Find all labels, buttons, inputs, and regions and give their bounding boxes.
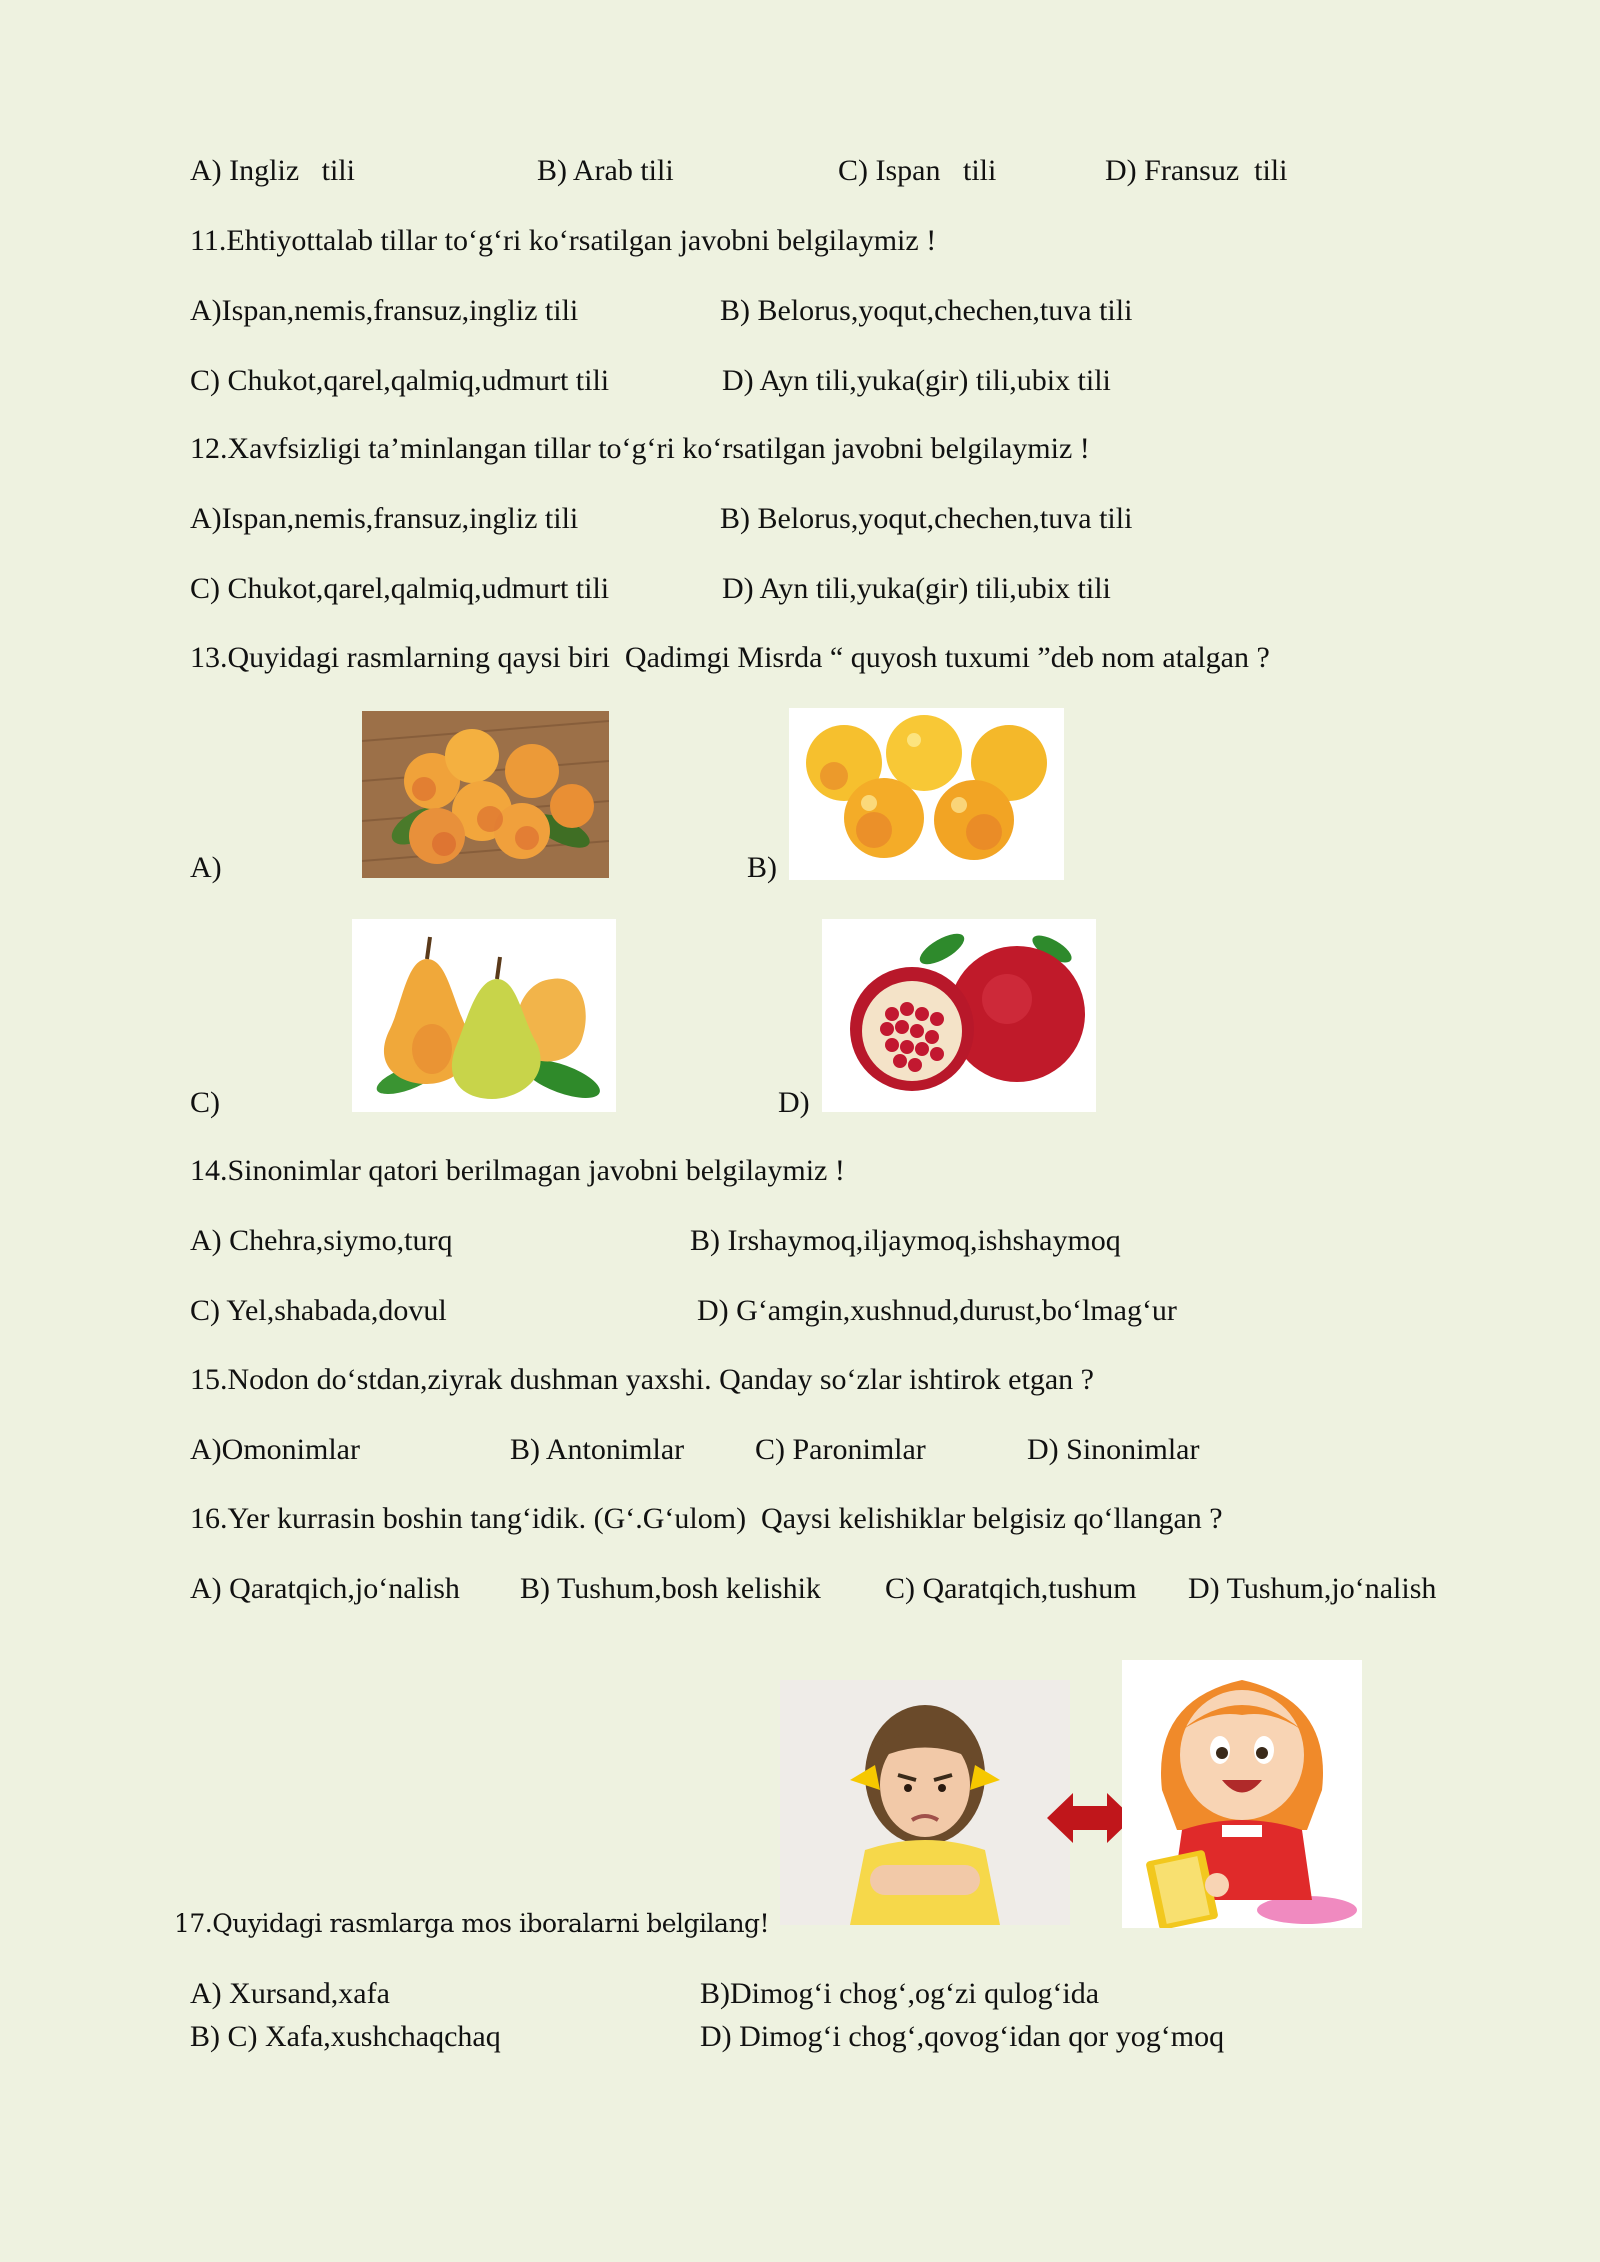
q11-question: 11.Ehtiyottalab tillar to‘g‘ri ko‘rsatilgan javobni belgilaymiz !: [190, 224, 937, 257]
q11-option-a[interactable]: A)Ispan,nemis,fransuz,ingliz tili: [190, 294, 579, 327]
q12-question: 12.Xavfsizligi ta’minlangan tillar to‘g‘ri ko‘rsatilgan javobni belgilaymiz !: [190, 432, 1090, 465]
q14-option-c[interactable]: C) Yel,shabada,dovul: [190, 1294, 447, 1327]
q14-option-a[interactable]: A) Chehra,siymo,turq: [190, 1224, 453, 1257]
q12-option-b[interactable]: B) Belorus,yoqut,chechen,tuva tili: [720, 502, 1133, 535]
q17-option-d[interactable]: D) Dimog‘i chog‘,qovog‘idan qor yog‘moq: [700, 2020, 1225, 2053]
q14-question: 14.Sinonimlar qatori berilmagan javobni belgilaymiz !: [190, 1154, 845, 1187]
pears-image: [352, 919, 616, 1112]
q10-option-a[interactable]: A) Ingliz tili: [190, 154, 355, 187]
q12-option-c[interactable]: C) Chukot,qarel,qalmiq,udmurt tili: [190, 572, 610, 605]
q10-option-b[interactable]: B) Arab tili: [537, 154, 674, 187]
q15-question: 15.Nodon do‘stdan,ziyrak dushman yaxshi. Qanday so‘zlar ishtirok etgan ?: [190, 1363, 1094, 1396]
q10-option-c[interactable]: C) Ispan tili: [838, 154, 997, 187]
q15-option-b[interactable]: B) Antonimlar: [510, 1433, 685, 1466]
q15-option-a[interactable]: A)Omonimlar: [190, 1433, 360, 1466]
q16-option-b[interactable]: B) Tushum,bosh kelishik: [520, 1572, 821, 1605]
q16-option-c[interactable]: C) Qaratqich,tushum: [885, 1572, 1137, 1605]
q13-option-a[interactable]: A): [190, 851, 222, 884]
q16-option-d[interactable]: D) Tushum,jo‘nalish: [1188, 1572, 1437, 1605]
q12-option-d[interactable]: D) Ayn tili,yuka(gir) tili,ubix tili: [722, 572, 1111, 605]
q16-option-a[interactable]: A) Qaratqich,jo‘nalish: [190, 1572, 460, 1605]
q15-option-d[interactable]: D) Sinonimlar: [1027, 1433, 1200, 1466]
apples-image: [789, 708, 1064, 880]
q10-option-d[interactable]: D) Fransuz tili: [1105, 154, 1288, 187]
pomegranates-image: [822, 919, 1096, 1112]
sad-girl-photo: [780, 1680, 1070, 1925]
q14-option-d[interactable]: D) G‘amgin,xushnud,durust,bo‘lmag‘ur: [697, 1294, 1177, 1327]
q12-option-a[interactable]: A)Ispan,nemis,fransuz,ingliz tili: [190, 502, 579, 535]
q13-option-c[interactable]: C): [190, 1086, 220, 1119]
q16-question: 16.Yer kurrasin boshin tang‘idik. (G‘.G‘ulom) Qaysi kelishiklar belgisiz qo‘llangan ?: [190, 1502, 1223, 1535]
q17-option-c[interactable]: B) C) Xafa,xushchaqchaq: [190, 2020, 501, 2053]
q15-option-c[interactable]: C) Paronimlar: [755, 1433, 926, 1466]
q13-option-b[interactable]: B): [747, 851, 777, 884]
q14-option-b[interactable]: B) Irshaymoq,iljaymoq,ishshaymoq: [690, 1224, 1121, 1257]
q11-option-b[interactable]: B) Belorus,yoqut,chechen,tuva tili: [720, 294, 1133, 327]
happy-girl-cartoon: [1122, 1660, 1362, 1928]
q17-option-b[interactable]: B)Dimog‘i chog‘,og‘zi qulog‘ida: [700, 1977, 1100, 2010]
q17-option-a[interactable]: A) Xursand,xafa: [190, 1977, 390, 2010]
q11-option-d[interactable]: D) Ayn tili,yuka(gir) tili,ubix tili: [722, 364, 1111, 397]
q17-question: 17.Quyidagi rasmlarga mos iboralarni belgilang!: [174, 1909, 770, 1938]
apricots-image: [362, 711, 609, 878]
q13-option-d[interactable]: D): [778, 1086, 810, 1119]
q13-question: 13.Quyidagi rasmlarning qaysi biri Qadimgi Misrda “ quyosh tuxumi ”deb nom atalgan ?: [190, 641, 1270, 674]
q11-option-c[interactable]: C) Chukot,qarel,qalmiq,udmurt tili: [190, 364, 610, 397]
